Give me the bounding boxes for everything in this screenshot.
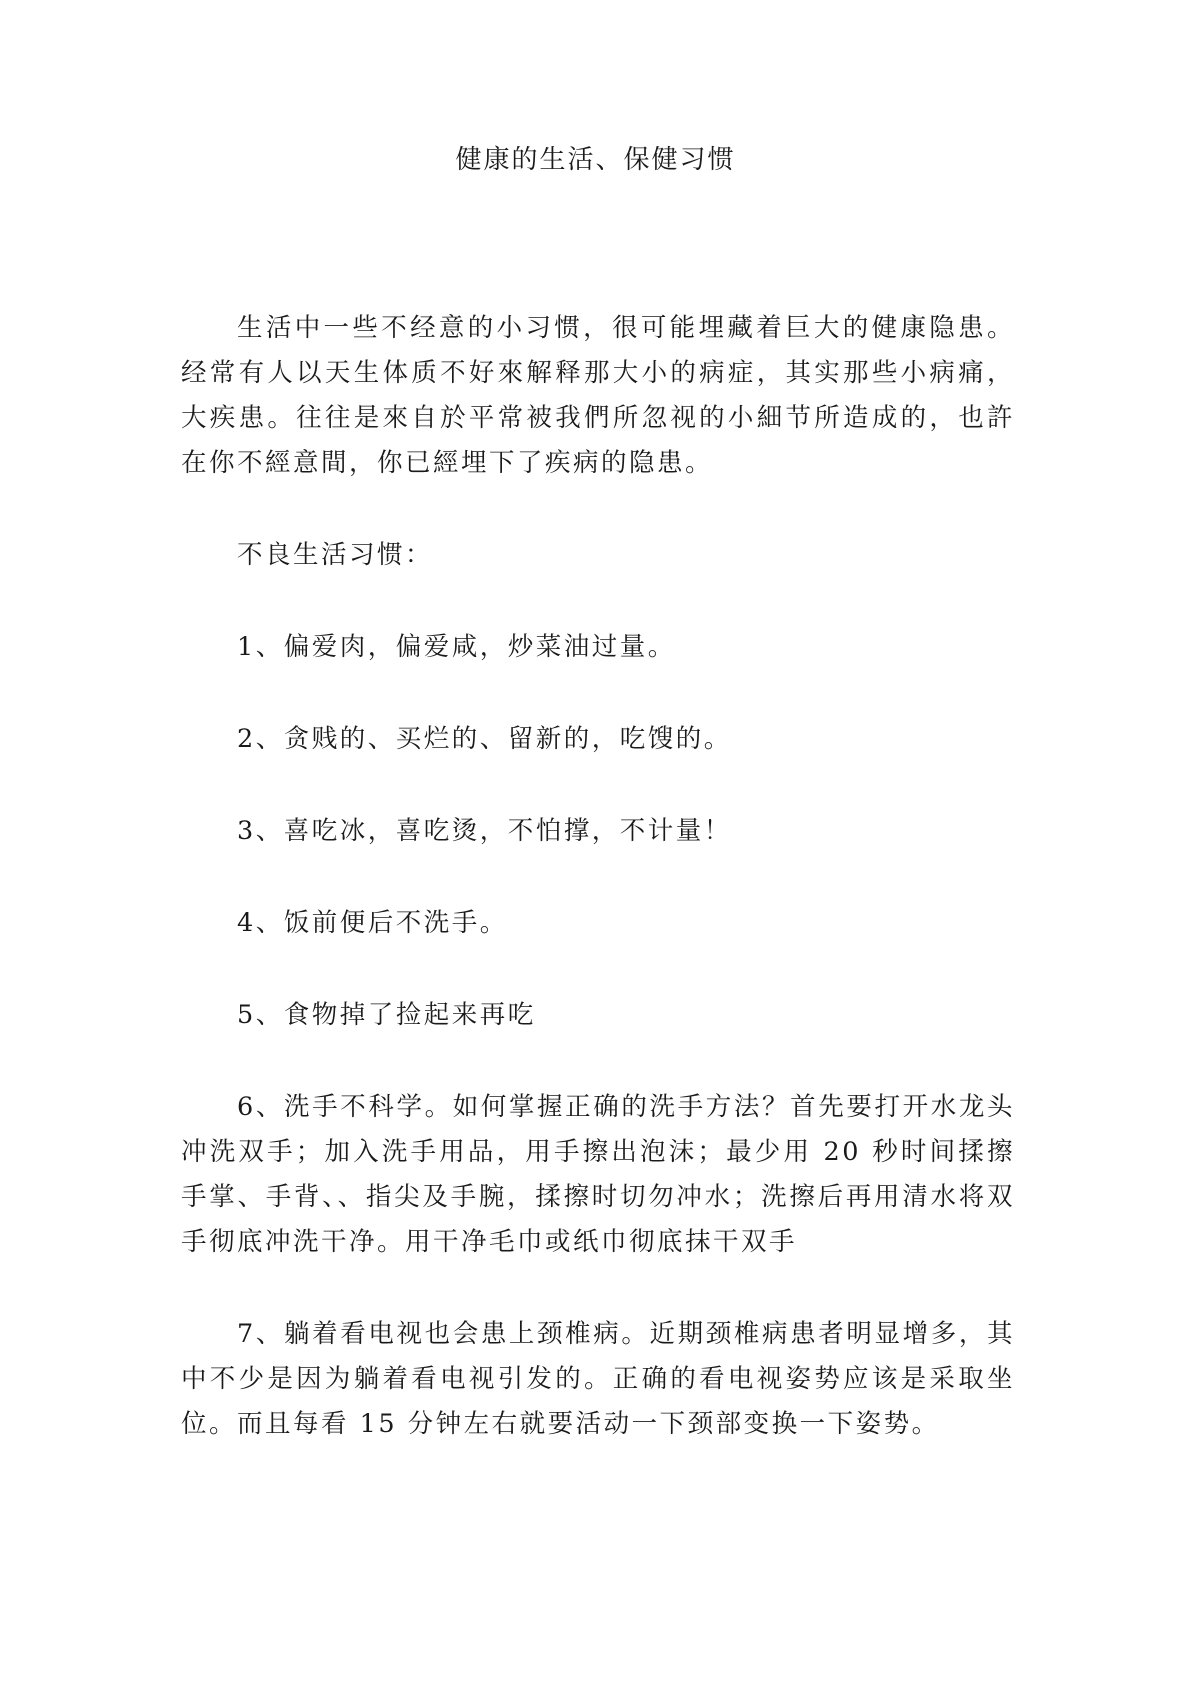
list-item-5: 5、食物掉了捡起来再吃 [237, 1000, 536, 1030]
document-title: 健康的生活、保健习惯 [455, 145, 736, 175]
document-body [181, 306, 1015, 1447]
intro-paragraph: 生活中一些不经意的小习惯，很可能埋藏着巨大的健康隐患。经常有人以天生体质不好來解释那大小的病症，其实那些小病痛，大疾患。往往是來自於平常被我們所忽视的小細节所造成的，也許在你不經意間，你已經埋下了疾病的隐患。 [181, 313, 1015, 478]
list-item-6: 6、洗手不科学。如何掌握正确的洗手方法？首先要打开水龙头冲洗双手；加入洗手用品，用手擦出泡沫；最少用 20 秒时间揉擦手掌、手背、、指尖及手腕，揉擦时切勿冲水；洗擦后再用清水将双手彻底冲洗干净。用干净毛巾或纸巾彻底抹干双手 [181, 1092, 1015, 1257]
list-item-7: 7、躺着看电视也会患上颈椎病。近期颈椎病患者明显增多，其中不少是因为躺着看电视引发的。正确的看电视姿势应该是采取坐位。而且每看 15 分钟左右就要活动一下颈部变换一下姿势。 [181, 1319, 1015, 1439]
list-item-1: 1、偏爱肉，偏爱咸，炒菜油过量。 [237, 632, 676, 662]
list-item-4: 4、饭前便后不洗手。 [237, 908, 508, 938]
list-item-3: 3、喜吃冰，喜吃烫，不怕撑，不计量！ [237, 816, 732, 846]
section-heading: 不良生活习惯： [237, 540, 434, 570]
list-item-2: 2、贪贱的、买烂的、留新的，吃馊的。 [237, 724, 732, 754]
